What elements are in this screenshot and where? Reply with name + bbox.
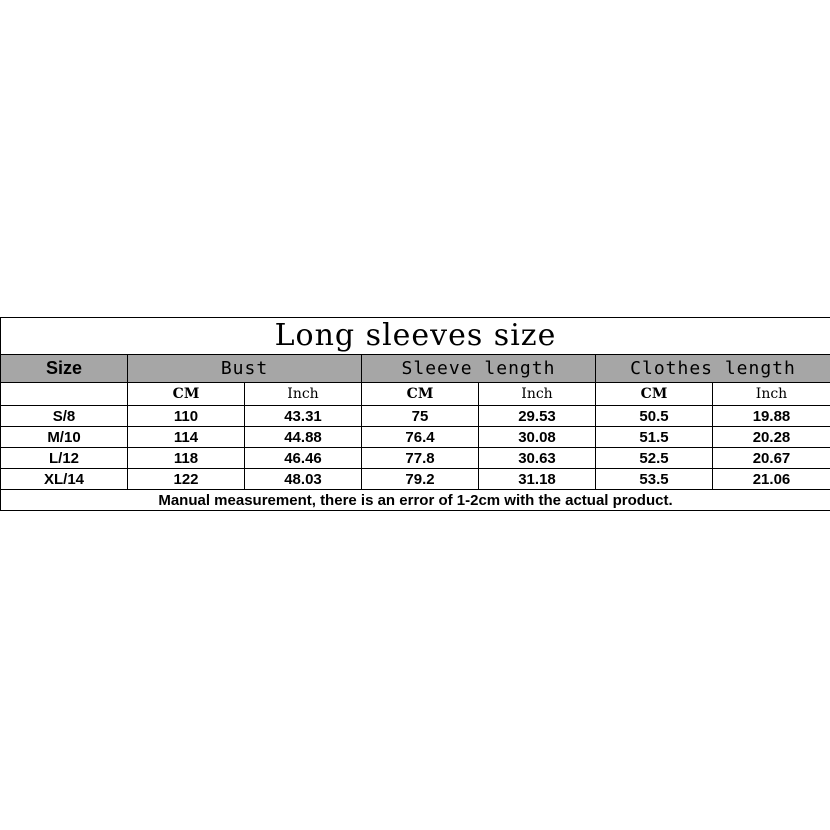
unit-empty-cell <box>1 383 128 406</box>
size-cell: S/8 <box>1 406 128 427</box>
unit-cell: Inch <box>713 383 830 406</box>
value-cell: 19.88 <box>713 406 830 427</box>
value-cell: 122 <box>128 469 245 490</box>
value-cell: 110 <box>128 406 245 427</box>
value-cell: 51.5 <box>596 427 713 448</box>
table-row <box>1 448 830 469</box>
header-row <box>1 355 830 383</box>
value-cell: 114 <box>128 427 245 448</box>
unit-cell: Inch <box>479 383 596 406</box>
title-row <box>1 318 830 355</box>
value-cell: 53.5 <box>596 469 713 490</box>
value-cell: 44.88 <box>245 427 362 448</box>
value-cell: 30.08 <box>479 427 596 448</box>
size-chart-table <box>0 317 830 511</box>
table-row <box>1 427 830 448</box>
value-cell: 31.18 <box>479 469 596 490</box>
value-cell: 52.5 <box>596 448 713 469</box>
clothes-length-header: Clothes length <box>596 355 830 383</box>
value-cell: 29.53 <box>479 406 596 427</box>
value-cell: 48.03 <box>245 469 362 490</box>
value-cell: 43.31 <box>245 406 362 427</box>
chart-title: Long sleeves size <box>1 318 830 355</box>
unit-row <box>1 383 830 406</box>
value-cell: 118 <box>128 448 245 469</box>
value-cell: 20.67 <box>713 448 830 469</box>
value-cell: 76.4 <box>362 427 479 448</box>
note-row <box>1 490 830 511</box>
size-header: Size <box>1 355 128 383</box>
sleeve-length-header: Sleeve length <box>362 355 596 383</box>
table-row <box>1 469 830 490</box>
value-cell: 75 <box>362 406 479 427</box>
measurement-note: Manual measurement, there is an error of 1-2cm with the actual product. <box>1 490 830 511</box>
value-cell: 30.63 <box>479 448 596 469</box>
value-cell: 20.28 <box>713 427 830 448</box>
size-cell: M/10 <box>1 427 128 448</box>
value-cell: 79.2 <box>362 469 479 490</box>
table-row <box>1 406 830 427</box>
unit-cell: CM <box>596 383 713 406</box>
size-cell: XL/14 <box>1 469 128 490</box>
bust-header: Bust <box>128 355 362 383</box>
size-cell: L/12 <box>1 448 128 469</box>
unit-cell: CM <box>128 383 245 406</box>
value-cell: 46.46 <box>245 448 362 469</box>
value-cell: 50.5 <box>596 406 713 427</box>
value-cell: 21.06 <box>713 469 830 490</box>
value-cell: 77.8 <box>362 448 479 469</box>
unit-cell: CM <box>362 383 479 406</box>
unit-cell: Inch <box>245 383 362 406</box>
